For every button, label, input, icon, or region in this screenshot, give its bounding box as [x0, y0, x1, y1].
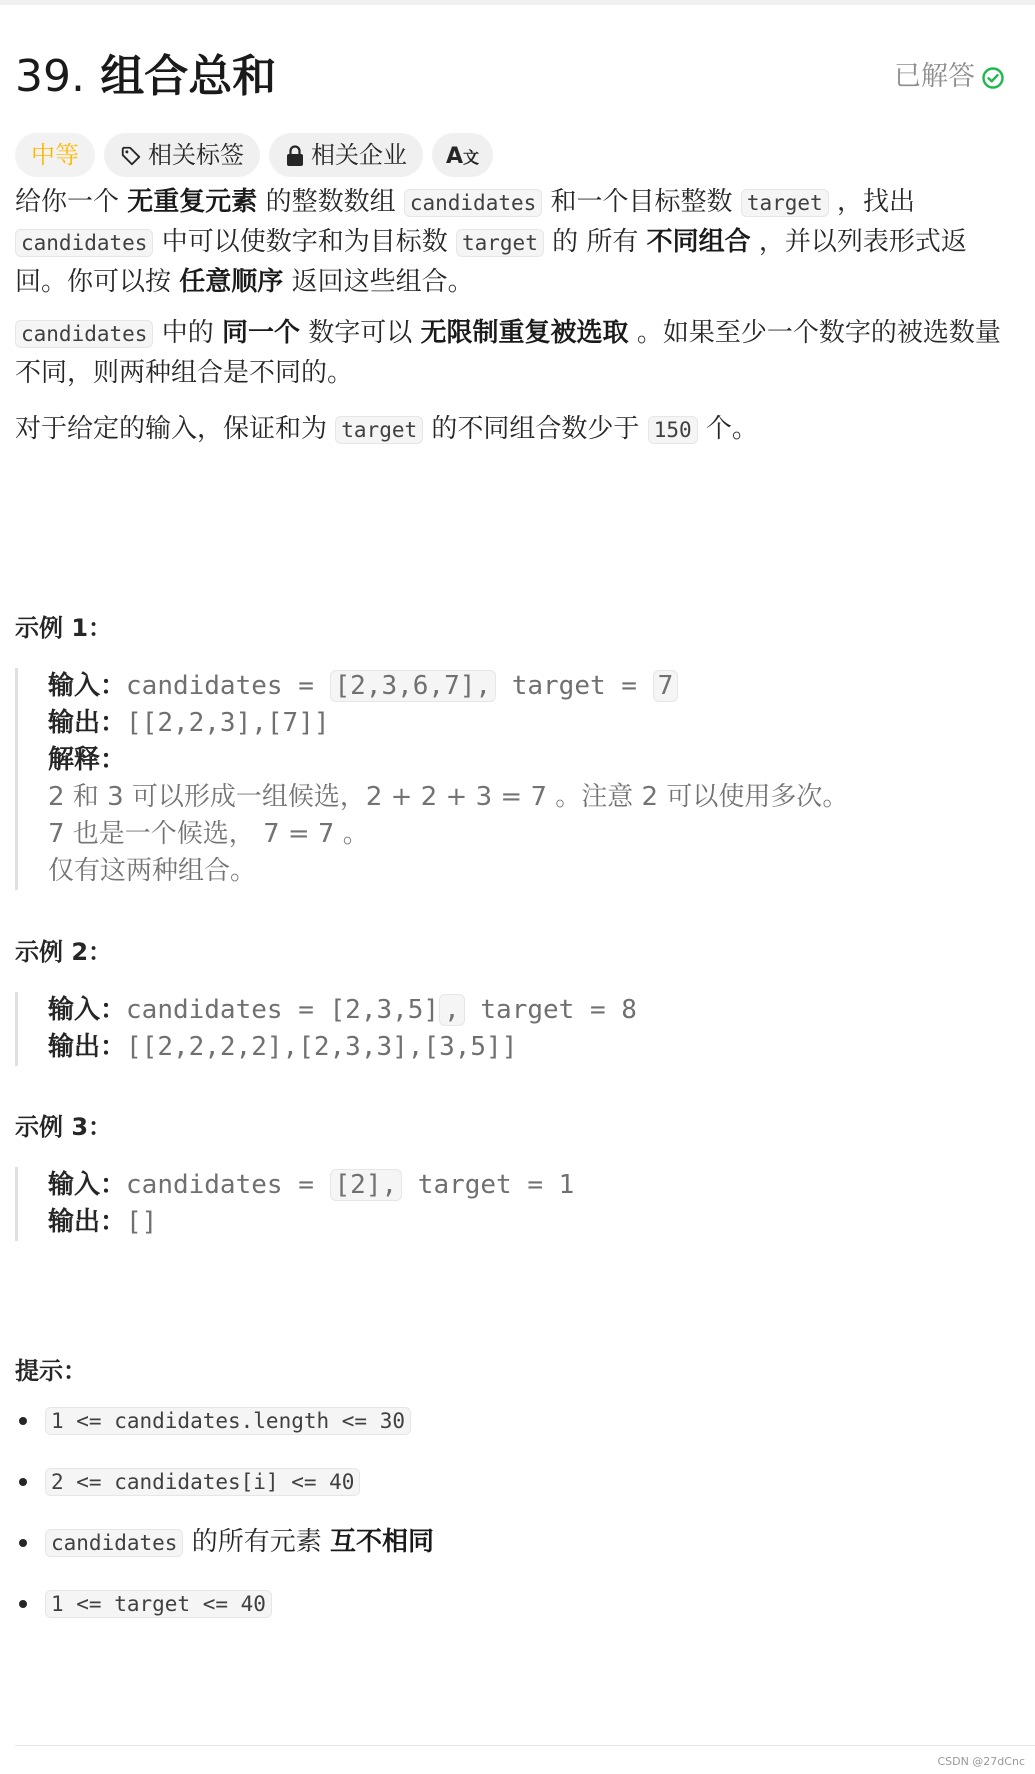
- solved-status: [894, 59, 1005, 95]
- inline-code: candidates: [15, 320, 153, 348]
- lock-icon: [285, 141, 311, 169]
- translate-button[interactable]: [432, 133, 493, 177]
- problem-number: 39.: [15, 51, 85, 102]
- tag-bar: [15, 133, 502, 179]
- hints-list: [15, 1400, 1015, 1644]
- page-title[interactable]: [15, 42, 276, 112]
- example-3-input: 输入：candidates = [2], target = 1: [48, 1170, 575, 1200]
- example-1-explain-3: 仅有这两种组合。: [48, 856, 257, 886]
- list-item: [15, 1583, 1015, 1644]
- related-companies-label: 相关企业: [311, 141, 407, 169]
- inline-code: candidates: [45, 1529, 183, 1557]
- example-2-input: 输入：candidates = [2,3,5] , target = 8: [48, 995, 637, 1025]
- description-paragraph-2: candidates 中的 同一个 数字可以 无限制重复被选取 。如果至少一个数字的被选数量不同，则两种组合是不同的。: [15, 318, 1001, 388]
- inline-code: 150: [648, 416, 698, 444]
- related-tags-label: 相关标签: [148, 141, 244, 169]
- title-row: [15, 42, 1015, 112]
- top-divider: [0, 0, 1035, 5]
- inline-code: 2 <= candidates[i] <= 40: [45, 1468, 360, 1496]
- example-1-heading: 示例 1：: [15, 614, 113, 642]
- list-item: candidates 的所有元素 互不相同: [15, 1522, 1015, 1583]
- example-2-block: [15, 992, 1008, 1066]
- difficulty-badge: 中等: [15, 133, 95, 177]
- hints-heading: 提示：: [15, 1357, 87, 1385]
- watermark: CSDN @27dCnc: [937, 1755, 1025, 1768]
- example-1-block: [15, 668, 1008, 890]
- inline-code: candidates: [15, 229, 153, 257]
- example-3-block: [15, 1167, 1008, 1241]
- example-1-output: 输出：[[2,2,3],[7]]: [48, 708, 330, 738]
- inline-code: target: [456, 229, 544, 257]
- related-tags-button[interactable]: [104, 133, 260, 177]
- inline-code: 1 <= target <= 40: [45, 1590, 272, 1618]
- inline-code: candidates: [404, 189, 542, 217]
- list-item: [15, 1400, 1015, 1461]
- related-companies-button[interactable]: [269, 133, 423, 177]
- check-circle-icon: [975, 61, 1005, 92]
- solved-label: 已解答: [894, 61, 975, 92]
- translate-icon: A文: [446, 144, 480, 169]
- problem-title: 组合总和: [100, 51, 277, 102]
- inline-code: target: [741, 189, 829, 217]
- tag-icon: [120, 141, 148, 169]
- example-2-output: 输出：[[2,2,2,2],[2,3,3],[3,5]]: [48, 1032, 518, 1062]
- inline-code: target: [335, 416, 423, 444]
- example-3-heading: 示例 3：: [15, 1113, 113, 1141]
- example-1-input: 输入：candidates = [2,3,6,7], target = 7: [48, 668, 1008, 705]
- description-paragraph-3: 对于给定的输入，保证和为 target 的不同组合数少于 150 个。: [15, 414, 758, 444]
- bottom-divider: [15, 1745, 1035, 1746]
- example-1-explain-label: 解释：: [48, 745, 127, 775]
- example-1-explain-1: 2 和 3 可以形成一组候选，2 + 2 + 3 = 7 。注意 2 可以使用多次。: [48, 782, 849, 812]
- example-3-output: 输出：[]: [48, 1207, 158, 1237]
- description-paragraph-1: 给你一个 无重复元素 的整数数组 candidates 和一个目标整数 target ，找出 candidates 中可以使数字和为目标数 target 的 所有 不同组合 ，并以列表形式返回。你可以按 任意顺序 返回这些组合。: [15, 187, 967, 297]
- example-1-explain-2: 7 也是一个候选， 7 = 7 。: [48, 819, 369, 849]
- inline-code: 1 <= candidates.length <= 30: [45, 1407, 411, 1435]
- list-item: [15, 1461, 1015, 1522]
- example-2-heading: 示例 2：: [15, 938, 113, 966]
